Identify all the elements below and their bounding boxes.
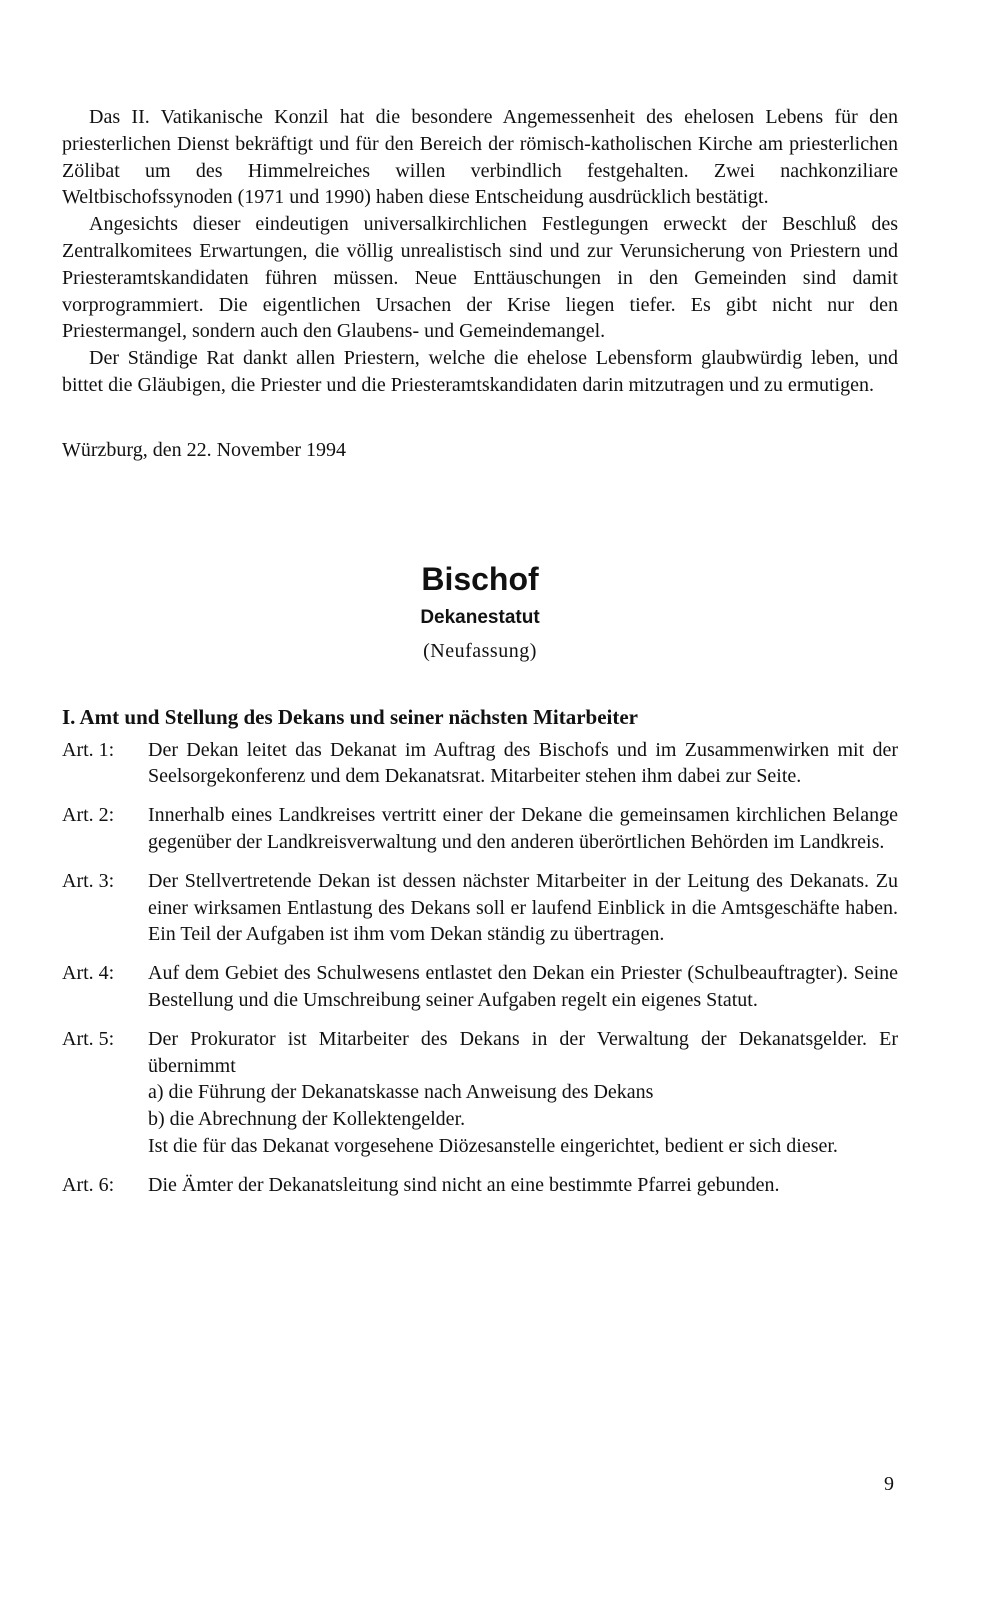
article-body [148,960,898,1014]
article-text: Die Ämter der Dekanatsleitung sind nicht an eine bestimmte Pfarrei gebunden. [148,1173,780,1196]
document-date: Würzburg, den 22. November 1994 [62,438,347,461]
article-body [148,1172,898,1199]
intro-paragraph-2: Angesichts dieser eindeutigen universalkirchlichen Festlegungen erweckt der Beschluß des Zentralkomitees Erwartungen, die völlig unrealistisch sind und zur Verunsicherung von Priestern und Priesteramtskandidaten führen müssen. Neue Enttäuschungen in den Gemeinden sind damit vorprogrammiert. Die eigentlichen Ursachen der Krise liegen tiefer. Es gibt nicht nur den Priestermangel, sondern auch den Glaubens- und Gemeindemangel. [62,213,898,343]
heading-sub: Dekanestatut [420,606,540,628]
article-4 [62,960,898,1014]
article-2 [62,802,898,856]
article-body [148,1026,898,1160]
heading-parenthetical: (Neufassung) [423,639,537,662]
article-body [148,802,898,856]
article-1 [62,737,898,791]
article-text: Auf dem Gebiet des Schulwesens entlastet den Dekan ein Priester (Schulbeauftragter). Seine Bestellung und die Umschreibung seiner Aufgaben regelt ein eigenes Statut. [148,962,898,1011]
article-item-a: a) die Führung der Dekanatskasse nach Anweisung des Dekans [148,1081,654,1104]
intro-paragraph-1: Das II. Vatikanische Konzil hat die besondere Angemessenheit des ehelosen Lebens für den priesterlichen Dienst bekräftigt und für den Bereich der römisch-katholischen Kirche am priesterlichen Zölibat um des Himmelreiches willen verbindlich festgehalten. Zwei nachkonziliare Weltbischofssynoden (1971 und 1990) haben diese Entscheidung ausdrücklich bestätigt. [62,106,898,209]
article-text: Der Stellvertretende Dekan ist dessen nächster Mitarbeiter in der Leitung des Dekanats. Zu einer wirksamen Entlastung des Dekans soll er laufend Einblick in die Amtsgeschäfte haben. Ein Teil der Aufgaben ist ihm vom Dekan ständig zu übertragen. [148,869,898,946]
page-number: 9 [884,1473,894,1495]
article-text: Der Prokurator ist Mitarbeiter des Dekans in der Verwaltung der Dekanatsgelder. Er übernimmt [148,1027,898,1077]
article-label: Art. 1: [62,738,115,761]
section-title: I. Amt und Stellung des Dekans und seiner nächsten Mitarbeiter [62,704,639,729]
article-label: Art. 4: [62,962,115,985]
intro-paragraph-3: Der Ständige Rat dankt allen Priestern, welche die ehelose Lebensform glaubwürdig leben, und bittet die Gläubigen, die Priester und die Priesteramtskandidaten darin mitzutragen und zu ermutigen. [62,347,898,396]
article-text: Innerhalb eines Landkreises vertritt einer der Dekane die gemeinsamen kirchlichen Belange gegenüber der Landkreisverwaltung und den anderen überörtlichen Behörden im Landkreis. [148,804,898,853]
article-5 [62,1026,898,1160]
article-6 [62,1172,898,1199]
article-label: Art. 5: [62,1027,115,1050]
document-page [62,104,898,1199]
heading-main: Bischof [421,560,539,597]
article-body [148,737,898,791]
article-item-b: b) die Abrechnung der Kollektengelder. [148,1108,466,1131]
article-label: Art. 6: [62,1173,115,1196]
article-closing: Ist die für das Dekanat vorgesehene Diözesanstelle eingerichtet, bedient er sich dieser. [148,1134,838,1157]
article-label: Art. 2: [62,804,115,827]
article-label: Art. 3: [62,869,115,892]
article-3 [62,868,898,948]
article-text: Der Dekan leitet das Dekanat im Auftrag des Bischofs und im Zusammenwirken mit der Seelsorgekonferenz und dem Dekanatsrat. Mitarbeiter stehen ihm dabei zur Seite. [148,738,898,788]
article-body [148,868,898,948]
